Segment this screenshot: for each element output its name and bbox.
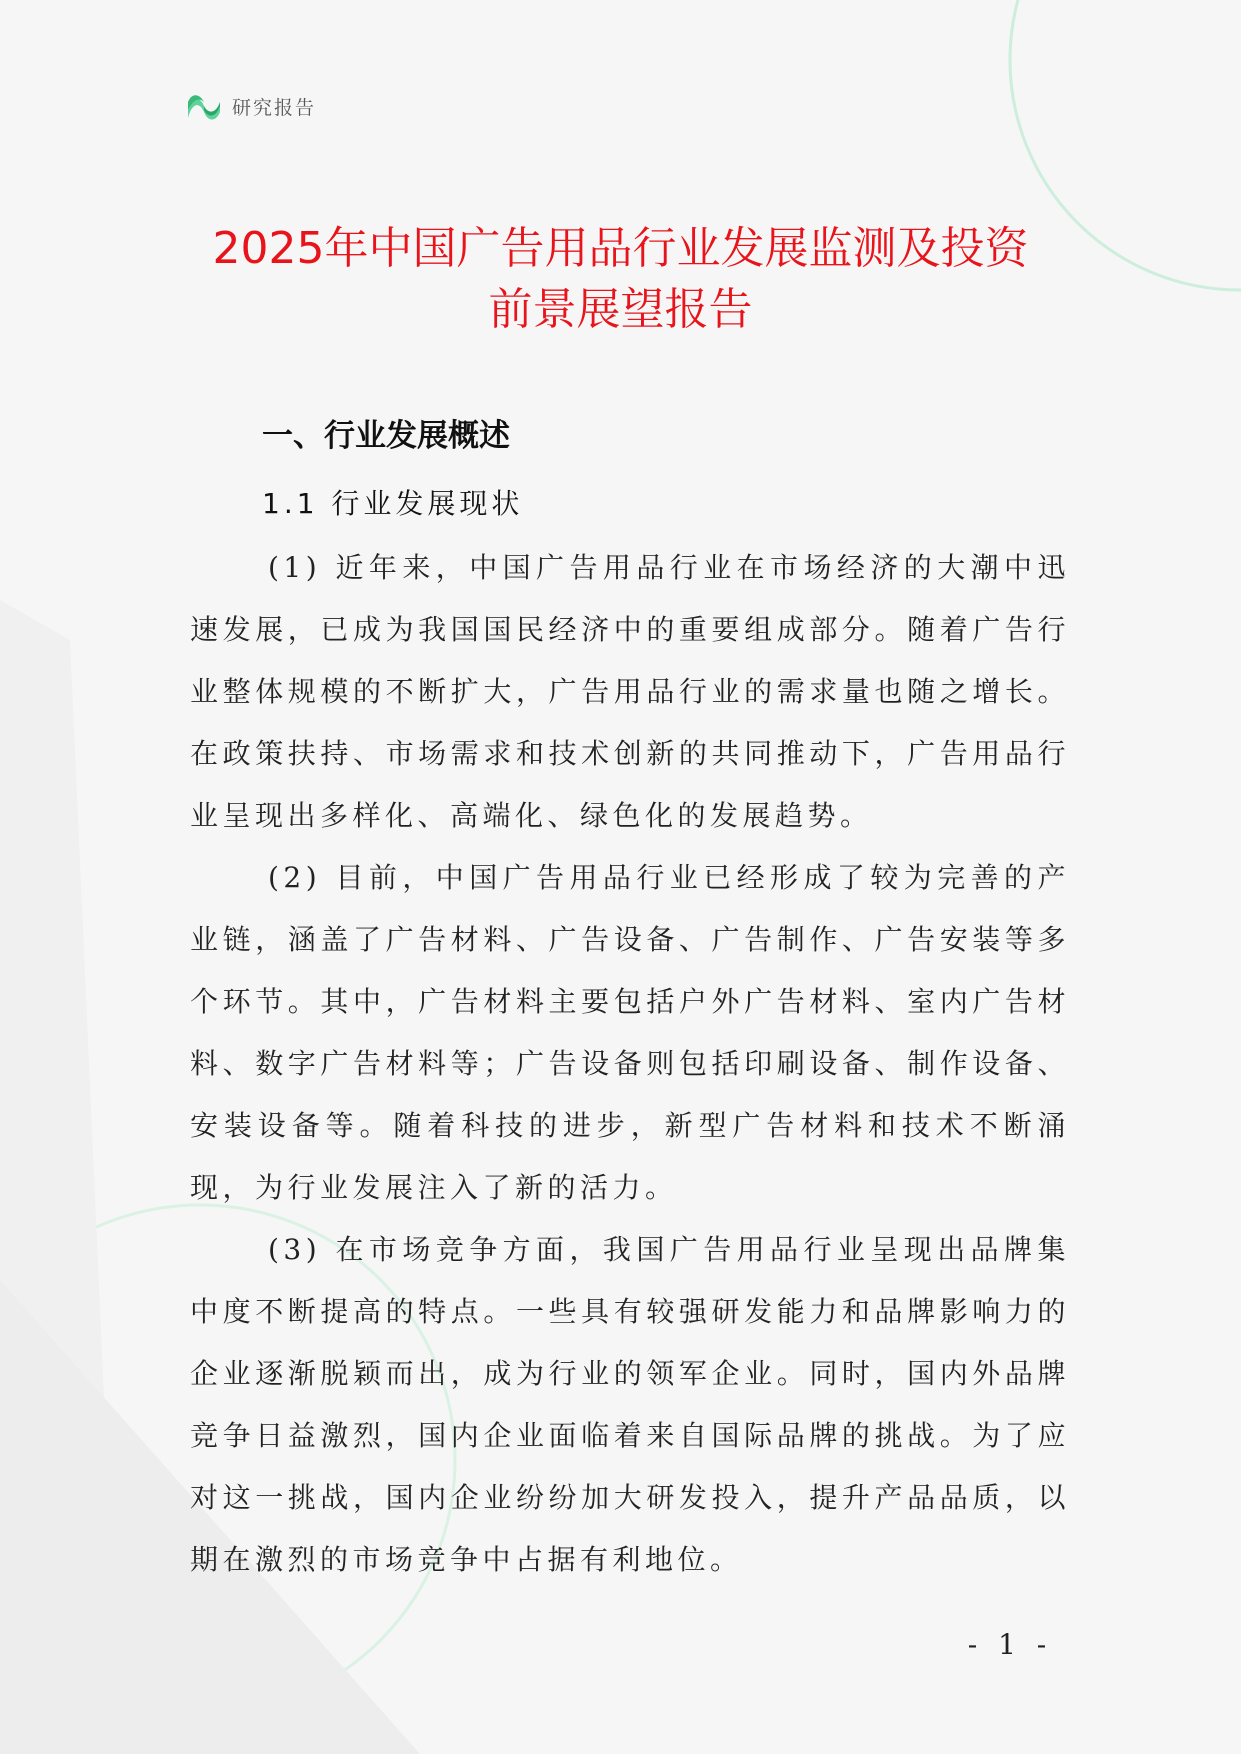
paragraph-3: (3) 在市场竞争方面，我国广告用品行业呈现出品牌集中度不断提高的特点。一些具有较强研发能力和品牌影响力的企业逐渐脱颖而出，成为行业的领军企业。同时，国内外品牌竞争日益激烈，国内企业面临着来自国际品牌的挑战。为了应对这一挑战，国内企业纷纷加大研发投入，提升产品品质，以期在激烈的市场竞争中占据有利地位。 bbox=[190, 1233, 1070, 1576]
paragraph-2: (2) 目前，中国广告用品行业已经形成了较为完善的产业链，涵盖了广告材料、广告设备、广告制作、广告安装等多个环节。其中，广告材料主要包括户外广告材料、室内广告材料、数字广告材料等；广告设备则包括印刷设备、制作设备、安装设备等。随着科技的进步，新型广告材料和技术不断涌现，为行业发展注入了新的活力。 bbox=[190, 861, 1070, 1204]
subsection-heading: 1.1 行业发展现状 bbox=[262, 487, 524, 520]
header-label: 研究报告 bbox=[232, 96, 317, 119]
paragraph-1: (1) 近年来，中国广告用品行业在市场经济的大潮中迅速发展，已成为我国国民经济中的重要组成部分。随着广告行业整体规模的不断扩大，广告用品行业的需求量也随之增长。在政策扶持、市场需求和技术创新的共同推动下，广告用品行业呈现出多样化、高端化、绿色化的发展趋势。 bbox=[190, 551, 1070, 832]
title-line-1: 2025年中国广告用品行业发展监测及投资 bbox=[212, 223, 1029, 274]
report-header bbox=[186, 88, 316, 124]
body-text bbox=[190, 537, 1070, 1591]
green-ribbon-logo-icon bbox=[186, 90, 222, 122]
section-heading: 一、行业发展概述 bbox=[262, 418, 510, 454]
document-title bbox=[150, 218, 1091, 340]
page-number: - 1 - bbox=[967, 1628, 1053, 1661]
title-line-2: 前景展望报告 bbox=[488, 284, 753, 335]
